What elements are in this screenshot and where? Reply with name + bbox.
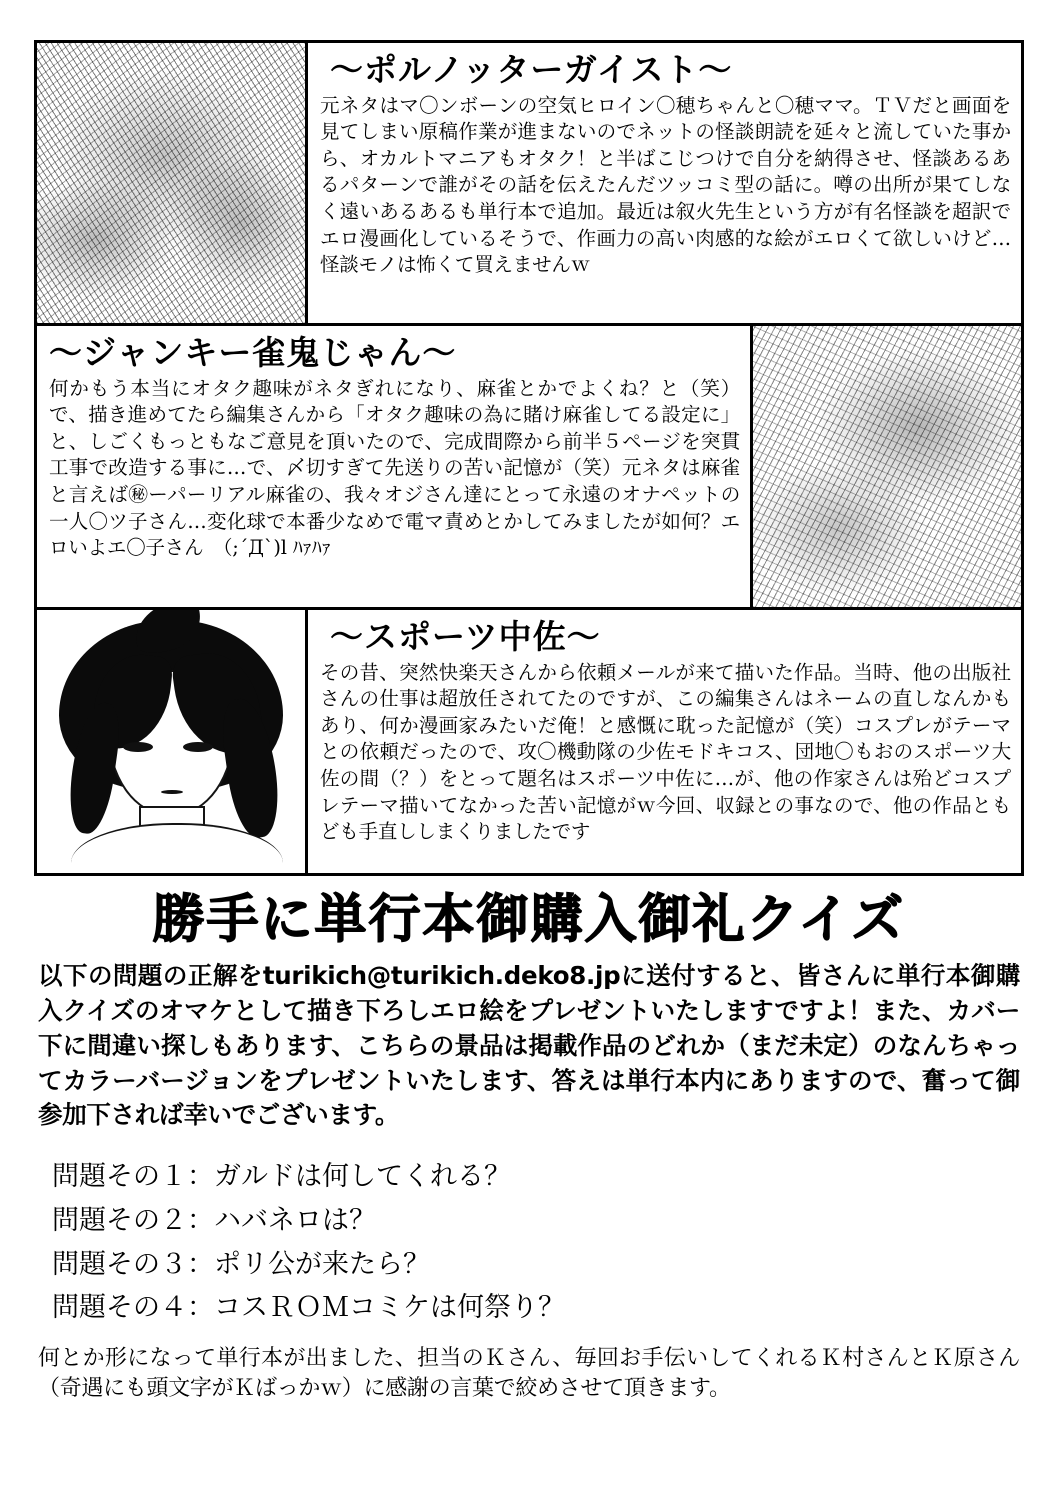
afterword-panel — [37, 607, 1021, 873]
quiz-question-list — [52, 1155, 1024, 1330]
panel-art-portrait — [37, 610, 308, 873]
quiz-question: 問題その２：ハバネロは？ — [52, 1204, 376, 1236]
panel-body: 何かもう本当にオタク趣味がネタぎれになり、麻雀とかでよくね？と（笑）で、描き進めてたら編集さんから「オタク趣味の為に賭け麻雀してる設定に」と、しごくもっともなご意見を頂いたので、完成間際から前半５ページを突貫工事で改造する事に…で、〆切すぎて先送りの苦い記憶が（笑）元ネタは麻雀と言えば㊙ーパーリアル麻雀の、我々オジさん達にとって永遠のオナペットの一人〇ツ子さん…変化球で本番少なめで電マ責めとかしてみましたが如何？エロいよエ〇子さん （;´Д`)l ﾊｧﾊｧ — [49, 376, 740, 560]
panel-title: 〜スポーツ中佐〜 — [330, 617, 601, 656]
afterword-panel — [37, 323, 1021, 607]
panel-body: その昔、突然快楽天さんから依頼メールが来て描いた作品。当時、他の出版社さんの仕事は超放任されてたのですが、この編集さんはネームの直しなんかもあり、何か漫画家みたいだ俺！と感慨に耽った記憶が（笑）コスプレがテーマとの依頼だったので、攻〇機動隊の少佐モドキコス、団地〇もおのスポーツ大佐の間（？）をとって題名はスポーツ中佐に…が、他の作家さんは殆どコスプレテーマ描いてなかった苦い記憶がｗ今回、収録との事なので、他の作品ともども手直ししまくりましたです — [320, 660, 1011, 844]
mouth — [161, 790, 183, 794]
sketch-illustration — [37, 43, 305, 323]
quiz-outro-text: 何とか形になって単行本が出ました、担当のＫさん、毎回お手伝いしてくれるＫ村さんとＫ原さん（奇遇にも頭文字がＫばっかｗ）に感謝の言葉で絞めさせて頂きます。 — [38, 1346, 1020, 1401]
panel-text — [37, 326, 750, 607]
quiz-heading: 勝手に単行本御購入御礼クイズ — [152, 890, 906, 950]
afterword-panel — [37, 43, 1021, 323]
panel-title: 〜ジャンキー雀鬼じゃん〜 — [49, 333, 457, 372]
quiz-question: 問題その１：ガルドは何してくれる？ — [52, 1161, 511, 1193]
panel-title: 〜ポルノッターガイスト〜 — [330, 50, 733, 89]
panel-art-mahjong — [750, 326, 1021, 607]
eye-right — [183, 742, 213, 752]
afterword-panel-group — [34, 40, 1024, 876]
eye-left — [123, 742, 153, 752]
character-portrait — [37, 610, 305, 873]
sketch-illustration — [753, 326, 1021, 607]
panel-text — [308, 43, 1021, 323]
quiz-question: 問題その３：ポリ公が来たら？ — [52, 1248, 430, 1280]
quiz-section — [34, 892, 1024, 1404]
quiz-question: 問題その４：コスＲＯＭコミケは何祭り？ — [52, 1292, 565, 1324]
panel-text — [308, 610, 1021, 873]
panel-art-poltergeist — [37, 43, 308, 323]
panel-body: 元ネタはマ〇ンボーンの空気ヒロイン〇穂ちゃんと〇穂ママ。ＴＶだと画面を見てしまい原稿作業が進まないのでネットの怪談朗読を延々と流していた事から、オカルトマニアもオタク！と半ばこじつけで自分を納得させ、怪談あるあるパターンで誰がその話を伝えたんだツッコミ型の話に。噂の出所が果てしなく遠いあるあるも単行本で追加。最近は叙火先生という方が有名怪談を超訳でエロ漫画化しているそうで、作画力の高い肉感的な絵がエロくて欲しいけど…怪談モノは怖くて買えませんｗ — [320, 93, 1011, 277]
quiz-intro-text: 以下の問題の正解をturikich@turikich.deko8.jpに送付すると、皆さんに単行本御購入クイズのオマケとして描き下ろしエロ絵をプレゼントいたしますですよ！また、カバー下に間違い探しもあります、こちらの景品は掲載作品のどれか（まだ未定）のなんちゃってカラーバージョンをプレゼントいたします、答えは単行本内にありますので、奮って御参加下されば幸いでございます。 — [38, 961, 1020, 1130]
